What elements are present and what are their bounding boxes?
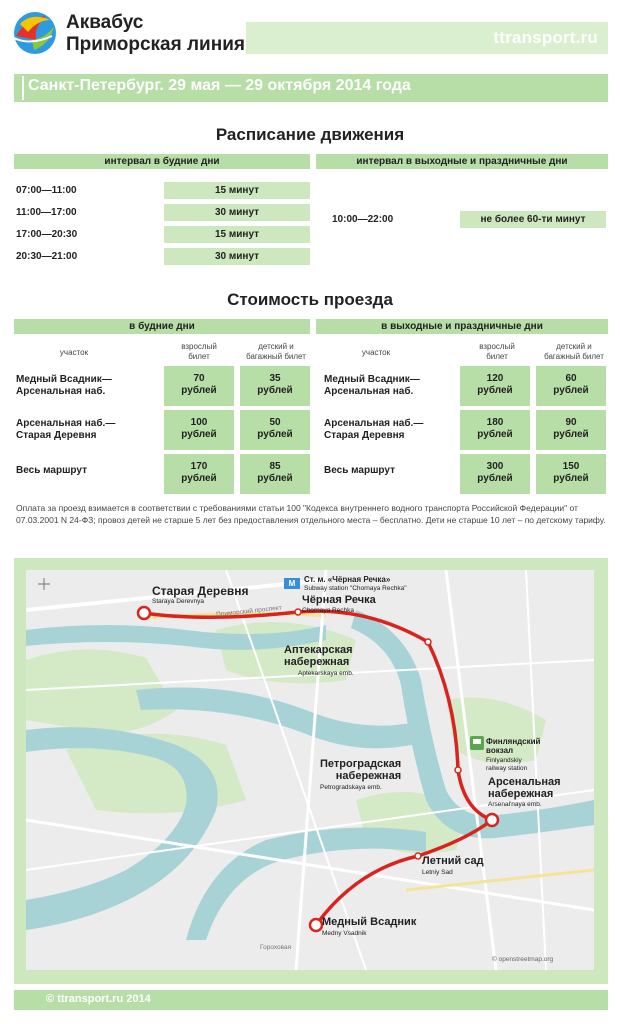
header [0, 0, 620, 72]
stop-marker [455, 767, 461, 773]
footer [14, 990, 608, 1010]
subway-badge: M [284, 578, 300, 589]
site-link[interactable]: ttransport.ru [493, 28, 598, 47]
weekend-time: 10:00—22:00 [332, 214, 394, 225]
station-label-en: Finlyandskiy railway station [486, 757, 528, 772]
weekday-fares-header: в будние дни [14, 319, 310, 334]
schedule-time: 17:00—20:30 [16, 229, 78, 240]
site-bar [246, 22, 608, 54]
stop-label: Петроградская набережная [320, 758, 402, 782]
stop-label-en: Aptekarskaya emb. [298, 670, 354, 677]
col-child: детский и багажный билет [544, 342, 604, 361]
schedule-time: 07:00—11:00 [16, 185, 77, 196]
weekend-interval-header: интервал в выходные и праздничные дни [316, 154, 608, 169]
fare-route: Медный Всадник— Арсенальная наб. [324, 374, 420, 397]
stop-label: Старая Деревня [152, 584, 249, 598]
stop-marker [138, 607, 150, 619]
weekday-interval-header: интервал в будние дни [14, 154, 310, 169]
stop-label-en: Chornaya Rechka [302, 607, 355, 614]
schedule-interval: 15 минут [164, 226, 310, 243]
stop-label-en: Arsenal'naya emb. [488, 801, 542, 808]
price-child: 35 рублей [240, 366, 310, 406]
schedule-interval: 15 минут [164, 182, 310, 199]
schedule-time: 20:30—21:00 [16, 251, 78, 262]
price-adult: 100 рублей [164, 410, 234, 450]
street-label: Приморский проспект [215, 604, 282, 619]
stop-label-en: Petrogradskaya emb. [320, 784, 382, 791]
fare-route: Арсенальная наб.— Старая Деревня [324, 418, 424, 441]
price-adult: 180 рублей [460, 410, 530, 450]
route-map[interactable] [26, 570, 594, 970]
weekend-interval: не более 60-ти минут [460, 211, 606, 228]
station-label: Финляндский вокзал [486, 737, 541, 755]
brand-title: Аквабус [66, 12, 144, 33]
price-adult: 300 рублей [460, 454, 530, 494]
stop-marker [425, 639, 431, 645]
aquabus-logo-icon [12, 10, 58, 56]
price-child: 90 рублей [536, 410, 606, 450]
stop-label-en: Staraya Derevnya [152, 598, 205, 605]
brand-subtitle: Приморская линия [66, 34, 245, 55]
date-range: Санкт-Петербург. 29 мая — 29 октября 2014 года [28, 77, 411, 94]
price-adult: 70 рублей [164, 366, 234, 406]
stop-label-en: Medny Vsadnik [322, 930, 367, 937]
price-child: 150 рублей [536, 454, 606, 494]
subway-label: Ст. м. «Чёрная Речка» [304, 575, 391, 584]
subway-label-en: Subway station "Chornaya Rechka" [304, 585, 407, 592]
schedule-title: Расписание движения [215, 125, 405, 144]
street-label: Гороховая [260, 944, 292, 951]
stop-marker [310, 919, 322, 931]
stop-label: Аптекарская набережная [284, 644, 353, 668]
stop-label: Чёрная Речка [302, 594, 376, 606]
stop-label-en: Letniy Sad [422, 869, 453, 876]
price-child: 50 рублей [240, 410, 310, 450]
col-adult: взрослый билет [479, 342, 515, 361]
fare-note: Оплата за проезд взимается в соответствии с требованиями статьи 100 "Кодекса внутреннего водного транспорта Российской Федерации" от 07.03.2001 N 24-ФЗ; провоз детей не старше 5 лет без предоставления отдельного места – бесплатно. Дети не старше 10 лет – по детскому тарифу. [16, 503, 606, 525]
price-adult: 170 рублей [164, 454, 234, 494]
fare-route: Арсенальная наб.— Старая Деревня [16, 418, 116, 441]
schedule-time: 11:00—17:00 [16, 207, 77, 218]
stop-label: Летний сад [422, 855, 484, 867]
schedule-interval: 30 минут [164, 248, 310, 265]
weekend-fares-header: в выходные и праздничные дни [316, 319, 608, 334]
col-section: участок [361, 348, 391, 357]
stop-marker [295, 609, 301, 615]
col-child: детский и багажный билет [246, 342, 306, 361]
col-adult: взрослый билет [181, 342, 217, 361]
price-child: 85 рублей [240, 454, 310, 494]
price-child: 60 рублей [536, 366, 606, 406]
col-section: участок [59, 348, 89, 357]
fare-route: Весь маршрут [16, 465, 87, 476]
stop-label: Медный Всадник [322, 916, 417, 928]
fares-title: Стоимость проезда [227, 290, 393, 309]
date-banner [14, 74, 608, 102]
stop-label: Арсенальная набережная [488, 776, 561, 800]
stop-marker [415, 853, 421, 859]
fare-route: Весь маршрут [324, 465, 395, 476]
price-adult: 120 рублей [460, 366, 530, 406]
map-attribution[interactable]: © openstreetmap.org [492, 956, 554, 963]
fare-route: Медный Всадник— Арсенальная наб. [16, 374, 112, 397]
schedule-interval: 30 минут [164, 204, 310, 221]
footer-text: © ttransport.ru 2014 [46, 993, 151, 1005]
stop-marker [486, 814, 498, 826]
